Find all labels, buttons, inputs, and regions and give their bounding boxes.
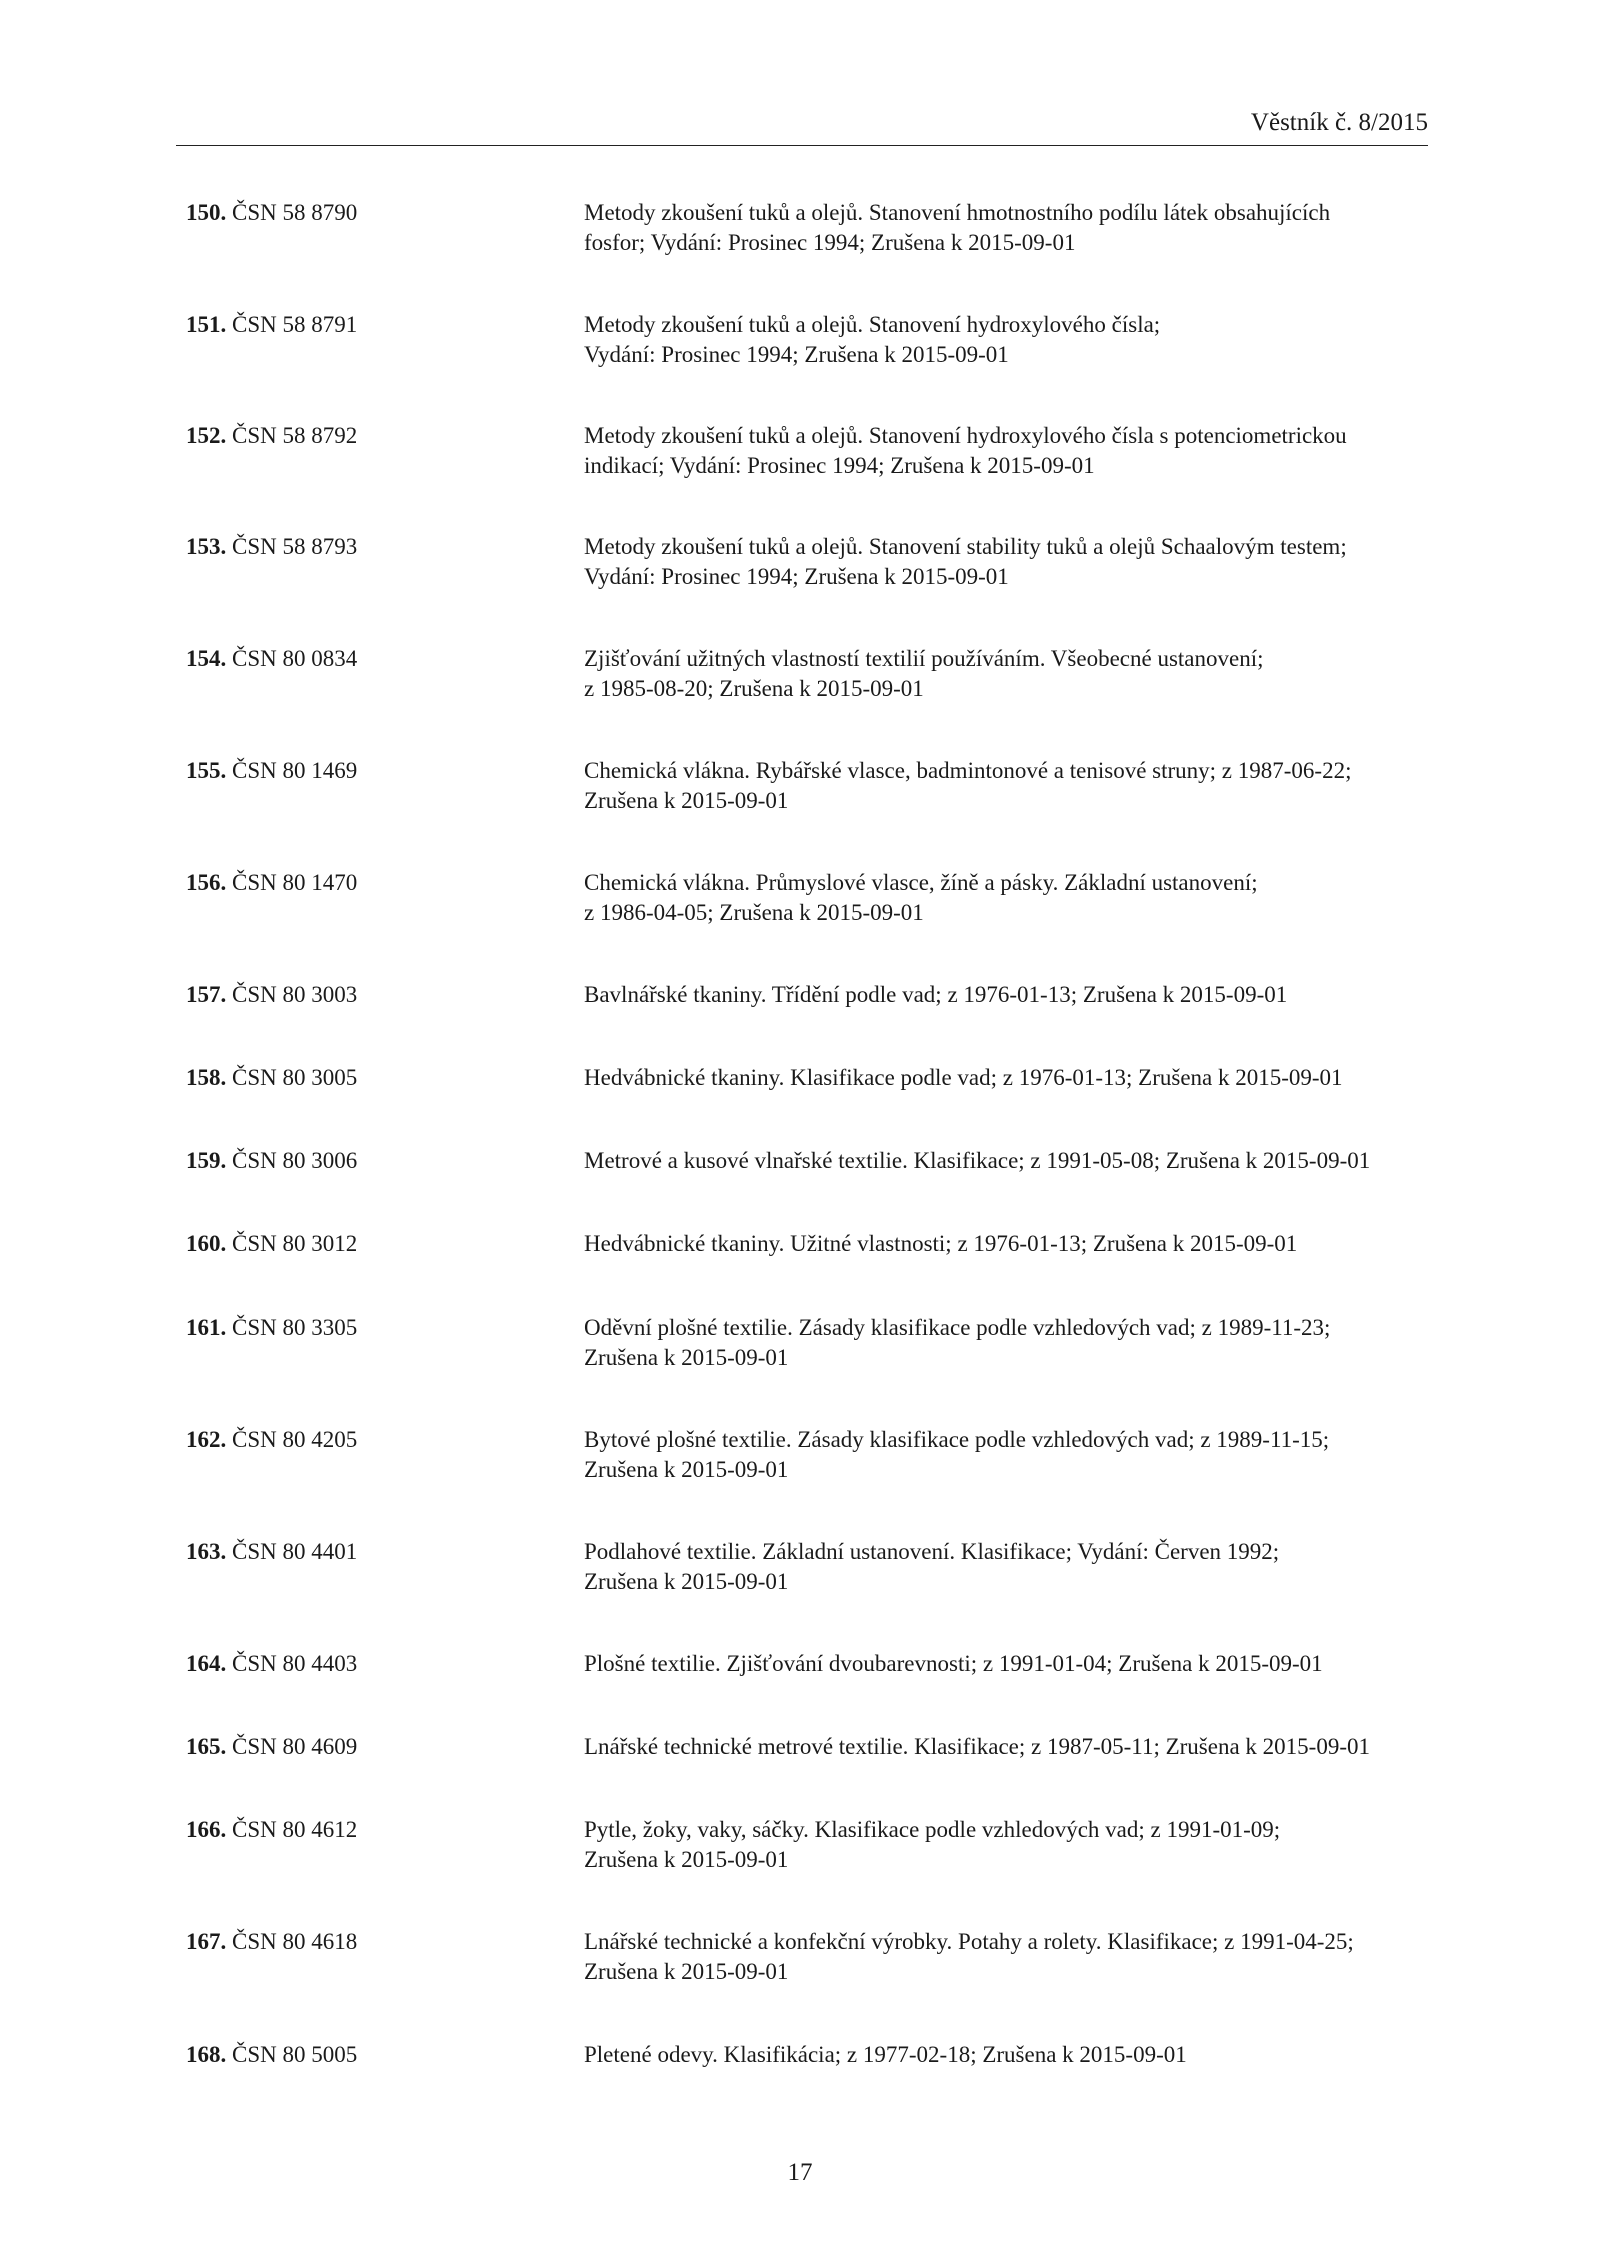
description-line: Metrové a kusové vlnařské textilie. Klasifikace; z 1991-05-08; Zrušena k 2015-09-01 [584,1148,1371,1173]
standard-description [584,198,1424,258]
entry-index: 163. [186,1539,227,1564]
standard-code: ČSN 58 8793 [232,534,358,559]
description-line: Hedvábnické tkaniny. Užitné vlastnosti; z 1976-01-13; Zrušena k 2015-09-01 [584,1231,1298,1256]
description-line: Bytové plošné textilie. Zásady klasifikace podle vzhledových vad; z 1989-11-15; [584,1427,1330,1452]
standard-code: ČSN 58 8792 [232,423,358,448]
entry-index: 160. [186,1231,227,1256]
description-line: Metody zkoušení tuků a olejů. Stanovení hydroxylového čísla; [584,312,1161,337]
entry-index: 164. [186,1651,227,1676]
description-line: Chemická vlákna. Průmyslové vlasce, žíně a pásky. Základní ustanovení; [584,870,1258,895]
description-line: Vydání: Prosinec 1994; Zrušena k 2015-09-01 [584,342,1009,367]
entry-index: 159. [186,1148,227,1173]
entry-index: 153. [186,534,227,559]
description-line: Hedvábnické tkaniny. Klasifikace podle vad; z 1976-01-13; Zrušena k 2015-09-01 [584,1065,1343,1090]
entry-index: 155. [186,758,227,783]
standard-description [584,868,1424,928]
description-line: Vydání: Prosinec 1994; Zrušena k 2015-09-01 [584,564,1009,589]
standard-description [584,756,1424,816]
entry-index: 161. [186,1315,227,1340]
description-line: Zrušena k 2015-09-01 [584,1847,789,1872]
entry-index: 156. [186,870,227,895]
description-line: Zrušena k 2015-09-01 [584,1345,789,1370]
standard-number [186,310,357,340]
standard-number [186,532,357,562]
description-line: Zrušena k 2015-09-01 [584,788,789,813]
standard-number [186,1537,357,1567]
entry-index: 157. [186,982,227,1007]
description-line: z 1986-04-05; Zrušena k 2015-09-01 [584,900,924,925]
description-line: Zrušena k 2015-09-01 [584,1569,789,1594]
standard-code: ČSN 80 4403 [232,1651,358,1676]
standard-code: ČSN 80 1469 [232,758,358,783]
standard-code: ČSN 80 0834 [232,646,358,671]
standard-description [584,310,1424,370]
page-number: 17 [787,2159,813,2186]
standard-description [584,1815,1424,1875]
standard-code: ČSN 80 3012 [232,1231,358,1256]
description-line: Plošné textilie. Zjišťování dvoubarevnosti; z 1991-01-04; Zrušena k 2015-09-01 [584,1651,1323,1676]
standard-description [584,1425,1424,1485]
standard-description [584,644,1424,704]
description-line: Lnářské technické metrové textilie. Klasifikace; z 1987-05-11; Zrušena k 2015-09-01 [584,1734,1370,1759]
description-line: Zjišťování užitných vlastností textilií používáním. Všeobecné ustanovení; [584,646,1264,671]
standard-code: ČSN 58 8791 [232,312,358,337]
standard-code: ČSN 80 5005 [232,2042,358,2067]
standard-description [584,421,1424,481]
standard-description [584,1229,1424,1259]
entry-index: 167. [186,1929,227,1954]
entry-index: 168. [186,2042,227,2067]
standard-number [186,421,357,451]
standard-number [186,1732,357,1762]
description-line: Zrušena k 2015-09-01 [584,1959,789,1984]
entry-index: 150. [186,200,227,225]
entry-index: 166. [186,1817,227,1842]
standard-code: ČSN 80 3003 [232,982,358,1007]
standard-number [186,1229,357,1259]
description-line: indikací; Vydání: Prosinec 1994; Zrušena k 2015-09-01 [584,453,1095,478]
standard-code: ČSN 80 1470 [232,870,358,895]
description-line: z 1985-08-20; Zrušena k 2015-09-01 [584,676,924,701]
standard-number [186,1313,357,1343]
entry-index: 158. [186,1065,227,1090]
entry-index: 162. [186,1427,227,1452]
standard-code: ČSN 80 4401 [232,1539,358,1564]
standard-code: ČSN 80 3006 [232,1148,358,1173]
standard-description [584,1313,1424,1373]
description-line: Zrušena k 2015-09-01 [584,1457,789,1482]
description-line: Pytle, žoky, vaky, sáčky. Klasifikace podle vzhledových vad; z 1991-01-09; [584,1817,1281,1842]
standard-number [186,1649,357,1679]
standard-description [584,980,1424,1010]
standard-code: ČSN 80 4618 [232,1929,358,1954]
standard-code: ČSN 80 3005 [232,1065,358,1090]
description-line: Bavlnářské tkaniny. Třídění podle vad; z 1976-01-13; Zrušena k 2015-09-01 [584,982,1288,1007]
standard-description [584,1732,1424,1762]
description-line: Lnářské technické a konfekční výrobky. Potahy a rolety. Klasifikace; z 1991-04-25; [584,1929,1354,1954]
standard-number [186,1425,357,1455]
description-line: Pletené odevy. Klasifikácia; z 1977-02-18; Zrušena k 2015-09-01 [584,2042,1187,2067]
standard-number [186,1146,357,1176]
description-line: Chemická vlákna. Rybářské vlasce, badmintonové a tenisové struny; z 1987-06-22; [584,758,1352,783]
standard-description [584,1537,1424,1597]
standard-number [186,1927,357,1957]
description-line: Oděvní plošné textilie. Zásady klasifikace podle vzhledových vad; z 1989-11-23; [584,1315,1331,1340]
description-line: Metody zkoušení tuků a olejů. Stanovení hmotnostního podílu látek obsahujících [584,200,1331,225]
entry-index: 151. [186,312,227,337]
standard-description [584,1146,1424,1176]
standard-description [584,1649,1424,1679]
standard-number [186,1063,357,1093]
standard-number [186,868,357,898]
standard-description [584,1927,1424,1987]
description-line: fosfor; Vydání: Prosinec 1994; Zrušena k 2015-09-01 [584,230,1076,255]
page-header-title: Věstník č. 8/2015 [1250,109,1428,136]
description-line: Metody zkoušení tuků a olejů. Stanovení hydroxylového čísla s potenciometrickou [584,423,1347,448]
description-line: Metody zkoušení tuků a olejů. Stanovení stability tuků a olejů Schaalovým testem; [584,534,1347,559]
standard-description [584,2040,1424,2070]
entry-index: 165. [186,1734,227,1759]
standard-description [584,1063,1424,1093]
standard-number [186,198,357,228]
standard-number [186,980,357,1010]
entry-index: 152. [186,423,227,448]
description-line: Podlahové textilie. Základní ustanovení. Klasifikace; Vydání: Červen 1992; [584,1539,1280,1564]
entry-index: 154. [186,646,227,671]
standard-code: ČSN 58 8790 [232,200,358,225]
standard-code: ČSN 80 4205 [232,1427,358,1452]
standard-description [584,532,1424,592]
standard-code: ČSN 80 3305 [232,1315,358,1340]
standard-number [186,2040,357,2070]
standard-code: ČSN 80 4609 [232,1734,358,1759]
standard-number [186,644,357,674]
standard-number [186,756,357,786]
standard-code: ČSN 80 4612 [232,1817,358,1842]
standard-number [186,1815,357,1845]
